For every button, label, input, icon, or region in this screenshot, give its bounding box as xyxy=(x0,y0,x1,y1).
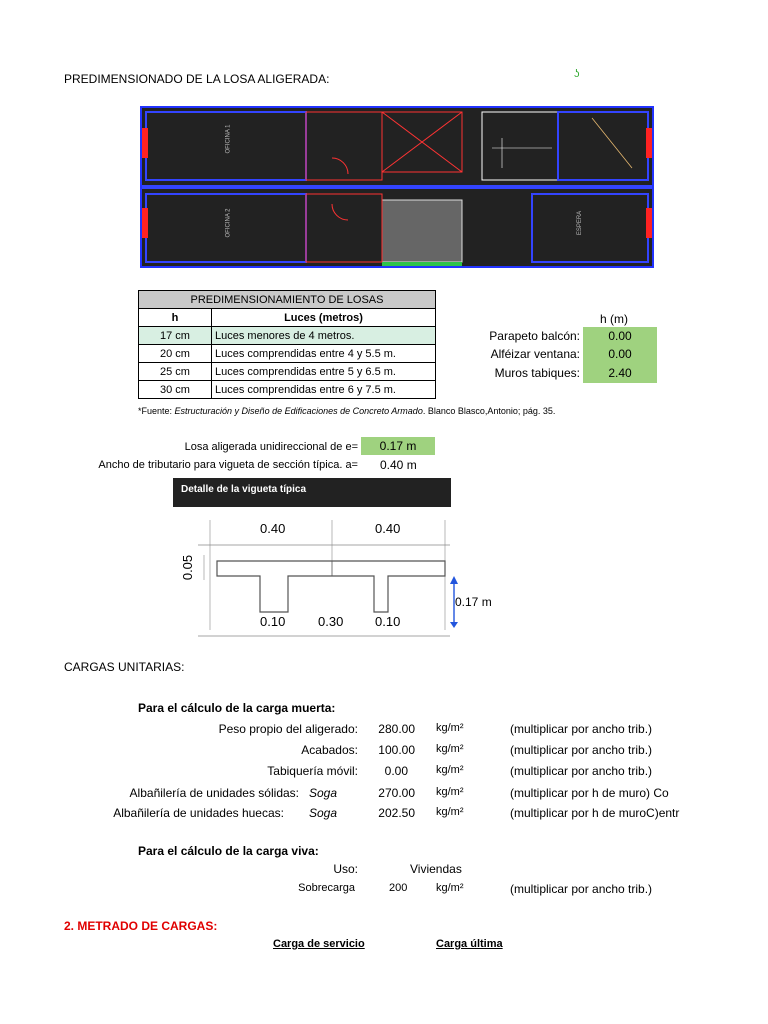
muerta-unit: kg/m² xyxy=(436,806,464,818)
source-note: *Fuente: Estructuración y Diseño de Edificaciones de Concreto Armado. Blanco Blasco,Antonio; pág. 35. xyxy=(138,406,556,416)
table-row xyxy=(139,363,436,381)
muerta-value: 202.50 xyxy=(378,806,415,820)
muerta-type: Soga xyxy=(309,786,338,800)
cell-luces: Luces comprendidas entre 5 y 6.5 m. xyxy=(212,363,436,381)
table-header: PREDIMENSIONAMIENTO DE LOSAS xyxy=(139,291,436,309)
losa-value: 0.17 m xyxy=(361,437,435,455)
sobrecarga-label: Sobrecarga xyxy=(298,882,355,894)
floor-plan-drawing xyxy=(142,108,652,266)
muerta-label: Tabiquería móvil: xyxy=(267,764,358,778)
muerta-label: Albañilería de unidades huecas: xyxy=(113,806,284,820)
table-row xyxy=(139,381,436,399)
floor-plan xyxy=(140,106,654,268)
room-label-3: ESPERA xyxy=(577,210,584,236)
carga-servicio-header: Carga de servicio xyxy=(273,938,365,950)
muerta-note: (multiplicar por ancho trib.) xyxy=(510,764,653,778)
muerta-note: (multiplicar por ancho trib.) xyxy=(510,743,653,757)
cell-luces: Luces menores de 4 metros. xyxy=(212,327,436,345)
carga-ultima-header: Carga última xyxy=(436,938,503,950)
muerta-unit: kg/m² xyxy=(436,764,464,776)
cell-luces: Luces comprendidas entre 4 y 5.5 m. xyxy=(212,345,436,363)
room-label-1: OFICINA 1 xyxy=(225,124,232,154)
dim-bottom-1: 0.10 xyxy=(260,614,286,629)
ancho-label: Ancho de tributario para vigueta de sección típica. a= xyxy=(98,459,358,471)
detalle-title: Detalle de la vigueta típica xyxy=(173,478,451,507)
page-title: PREDIMENSIONADO DE LA LOSA ALIGERADA: xyxy=(64,72,330,86)
dim-bottom-2: 0.30 xyxy=(318,614,344,629)
muerta-type: Soga xyxy=(309,806,338,820)
metrado-title: 2. METRADO DE CARGAS: xyxy=(64,919,218,933)
col-luces: Luces (metros) xyxy=(212,309,436,327)
cell-luces: Luces comprendidas entre 6 y 7.5 m. xyxy=(212,381,436,399)
muerta-value: 270.00 xyxy=(378,786,415,800)
muerta-label: Peso propio del aligerado: xyxy=(218,722,358,736)
height-label: Parapeto balcón: xyxy=(489,329,580,343)
muerta-unit: kg/m² xyxy=(436,722,464,734)
table-row xyxy=(139,327,436,345)
table-row xyxy=(139,345,436,363)
muerta-value: 100.00 xyxy=(378,743,415,757)
muerta-title: Para el cálculo de la carga muerta: xyxy=(138,701,336,715)
muerta-unit: kg/m² xyxy=(436,786,464,798)
muerta-label: Albañilería de unidades sólidas: xyxy=(129,786,299,800)
dim-bottom-3: 0.10 xyxy=(375,614,401,629)
muerta-note: (multiplicar por ancho trib.) xyxy=(510,722,653,736)
muerta-value: 0.00 xyxy=(384,764,408,778)
sobrecarga-unit: kg/m² xyxy=(436,882,464,894)
sobrecarga-value: 200 xyxy=(389,882,408,894)
dim-left: 0.05 xyxy=(180,554,196,581)
ancho-value: 0.40 m xyxy=(380,458,417,472)
uso-value: Viviendas xyxy=(410,862,462,876)
room-label-2: OFICINA 2 xyxy=(225,208,232,238)
cell-h: 17 cm xyxy=(139,327,212,345)
cell-h: 30 cm xyxy=(139,381,212,399)
col-h: h xyxy=(139,309,212,327)
muerta-value: 280.00 xyxy=(378,722,415,736)
cell-h: 20 cm xyxy=(139,345,212,363)
viva-title: Para el cálculo de la carga viva: xyxy=(138,844,319,858)
muerta-label: Acabados: xyxy=(301,743,358,757)
heights-header: h (m) xyxy=(600,312,628,326)
height-value: 2.40 xyxy=(583,364,657,383)
height-value: 0.00 xyxy=(583,345,657,364)
muerta-note: (multiplicar por h de muroC)entr xyxy=(510,806,680,820)
losa-label: Losa aligerada unidireccional de e= xyxy=(184,441,358,453)
muerta-note: (multiplicar por h de muro) Co xyxy=(510,786,669,800)
dim-top-2: 0.40 xyxy=(375,521,401,536)
uso-label: Uso: xyxy=(333,862,358,876)
height-value: 0.00 xyxy=(583,327,657,346)
dim-right: 0.17 m xyxy=(455,595,492,609)
height-label: Muros tabiques: xyxy=(494,366,580,380)
height-label: Alféizar ventana: xyxy=(490,347,580,361)
predim-table xyxy=(138,290,436,399)
green-mark-icon: ʖ xyxy=(574,68,580,80)
cell-h: 25 cm xyxy=(139,363,212,381)
sobrecarga-note: (multiplicar por ancho trib.) xyxy=(510,882,653,896)
dim-top-1: 0.40 xyxy=(260,521,286,536)
cargas-title: CARGAS UNITARIAS: xyxy=(64,660,185,674)
muerta-unit: kg/m² xyxy=(436,743,464,755)
